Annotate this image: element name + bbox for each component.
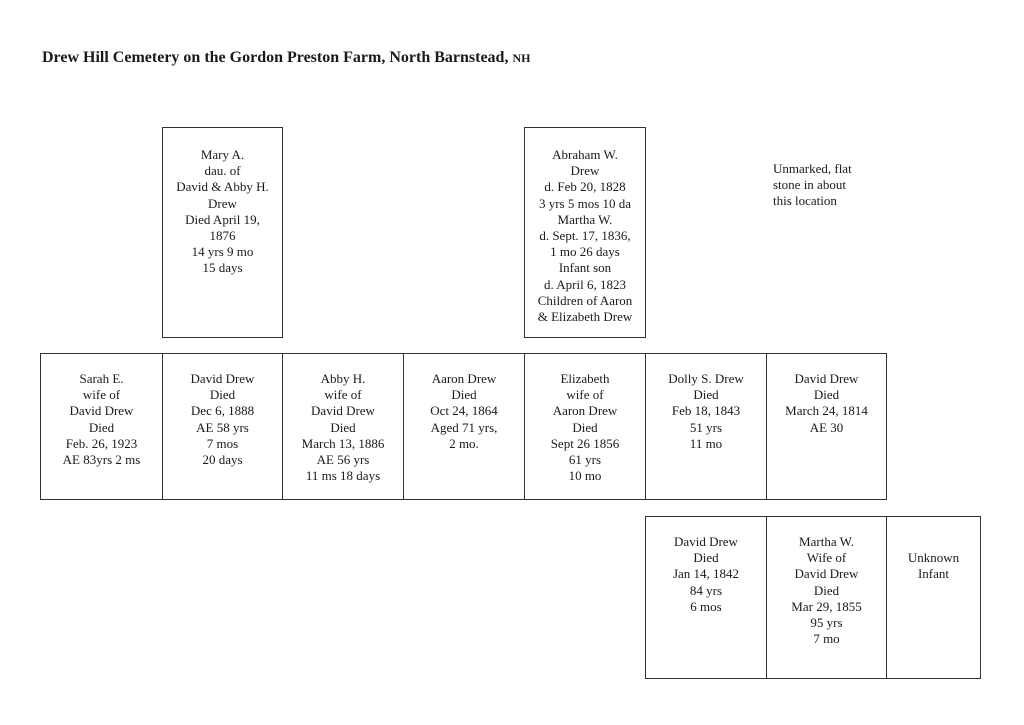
inscription-line: Died	[572, 419, 598, 435]
inscription-line: AE 58 yrs	[196, 419, 249, 435]
inscription-line: David Drew	[69, 403, 134, 419]
inscription-line: wife of	[324, 387, 362, 403]
page-title	[42, 49, 530, 67]
inscription-line: wife of	[82, 387, 121, 403]
inscription-line: Unknown	[907, 550, 960, 565]
inscription-line: Aaron Drew	[552, 403, 618, 419]
inscription-line: 2 mo.	[449, 435, 479, 451]
inscription-line: 20 days	[202, 452, 243, 468]
inscription-line: Elizabeth	[560, 371, 610, 386]
inscription-line: Aged 71 yrs,	[430, 419, 498, 435]
inscription-line: 11 ms 18 days	[305, 468, 381, 484]
inscription-line: 84 yrs	[689, 582, 723, 598]
inscription-line: & Elizabeth Drew	[537, 309, 633, 325]
inscription-line: d. Feb 20, 1828	[544, 179, 626, 195]
inscription-line: Dec 6, 1888	[190, 403, 255, 419]
inscription-line: Infant son	[558, 260, 612, 276]
inscription-line: March 13, 1886	[301, 435, 385, 451]
grave-david-drew-1814	[766, 353, 887, 500]
inscription-line: David Drew	[674, 534, 738, 549]
inscription-line: Jan 14, 1842	[672, 566, 740, 582]
inscription-line: David & Abby H.	[176, 179, 269, 195]
inscription-line: stone in about	[773, 177, 846, 193]
inscription-line: David Drew	[794, 371, 859, 386]
inscription-line: Sept 26 1856	[550, 435, 620, 451]
inscription-line: March 24, 1814	[785, 403, 868, 419]
grave-david-drew-1888	[162, 353, 283, 500]
inscription-line: Died	[693, 387, 719, 403]
grave-abby-h-drew	[282, 353, 404, 500]
grave-martha-w-drew	[766, 516, 887, 679]
inscription-line: Died April 19,	[185, 211, 260, 227]
inscription-line: Children of Aaron	[537, 292, 633, 308]
inscription-line: Feb 18, 1843	[671, 403, 741, 419]
title-text: Drew Hill Cemetery on the Gordon Preston Farm, North Barnstead,	[42, 49, 509, 66]
grave-elizabeth-drew	[524, 353, 646, 500]
inscription-line: 7 mos	[206, 435, 239, 451]
inscription-line: 95 yrs	[810, 615, 843, 631]
inscription-line: 10 mo	[568, 468, 602, 484]
inscription-line: Feb. 26, 1923	[65, 435, 138, 451]
inscription-line: Martha W.	[557, 211, 613, 227]
inscription-line: Aaron Drew	[431, 371, 497, 386]
inscription-line: Died	[209, 387, 236, 403]
grave-dolly-s-drew	[645, 353, 767, 500]
inscription-line: AE 30	[809, 419, 844, 435]
inscription-line: 14 yrs 9 mo	[191, 244, 254, 260]
inscription-line: Mary A.	[200, 147, 245, 162]
inscription-line: 3 yrs 5 mos 10 da	[538, 195, 632, 211]
inscription-line: 15 days	[202, 260, 243, 276]
grave-sarah-e-drew	[40, 353, 163, 500]
inscription-line: Mar 29, 1855	[791, 598, 862, 614]
inscription-line: 61 yrs	[568, 452, 602, 468]
inscription-line: David Drew	[311, 403, 375, 419]
inscription-line: Died	[813, 582, 840, 598]
grave-aaron-drew	[403, 353, 525, 500]
inscription-line: wife of	[566, 387, 604, 403]
inscription-line: d. Sept. 17, 1836,	[539, 228, 631, 244]
inscription-line: this location	[773, 193, 837, 209]
grave-abraham-martha-infant-drew	[524, 127, 646, 338]
inscription-line: Infant	[917, 566, 950, 582]
inscription-line: Drew	[208, 195, 237, 211]
grave-unknown-infant	[886, 516, 981, 679]
inscription-line: AE 56 yrs	[316, 452, 370, 468]
inscription-line: dau. of	[204, 163, 241, 179]
inscription-line: Abby H.	[320, 371, 366, 386]
inscription-line: Oct 24, 1864	[430, 403, 498, 419]
inscription-line: 7 mo	[813, 631, 840, 647]
inscription-line: Died	[451, 387, 477, 403]
grave-mary-a-drew	[162, 127, 283, 338]
inscription-line: 6 mos	[690, 598, 722, 614]
title-state: NH	[512, 51, 531, 65]
inscription-line: Died	[813, 387, 840, 403]
inscription-line: 11 mo	[689, 435, 723, 451]
inscription-line: Abraham W.	[552, 147, 618, 162]
inscription-line: d. April 6, 1823	[544, 276, 626, 292]
inscription-line: Drew	[570, 163, 600, 179]
grave-david-drew-1842	[645, 516, 767, 679]
inscription-line: Martha W.	[799, 534, 854, 549]
inscription-line: Died	[88, 419, 115, 435]
inscription-line: David Drew	[190, 371, 255, 386]
inscription-line: Died	[330, 419, 356, 435]
unmarked-stone-note	[773, 161, 852, 210]
inscription-line: AE 83yrs 2 ms	[62, 452, 141, 468]
inscription-line: 1876	[209, 228, 236, 244]
inscription-line: 51 yrs	[689, 419, 723, 435]
inscription-line: 1 mo 26 days	[550, 244, 620, 260]
inscription-line: Dolly S. Drew	[668, 371, 744, 386]
inscription-line: Wife of	[806, 550, 847, 566]
inscription-line: Died	[693, 550, 719, 566]
inscription-line: David Drew	[794, 566, 859, 582]
inscription-line: Unmarked, flat	[773, 161, 852, 176]
inscription-line: Sarah E.	[79, 371, 124, 386]
